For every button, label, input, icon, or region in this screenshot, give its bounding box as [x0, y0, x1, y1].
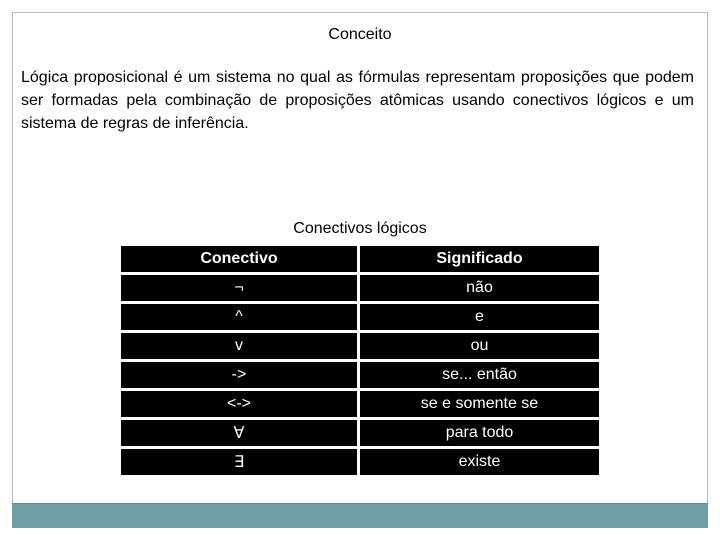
connective-cell: ∃ — [121, 449, 357, 475]
header-connective: Conectivo — [121, 246, 357, 272]
header-meaning: Significado — [360, 246, 599, 272]
connective-cell: -> — [121, 362, 357, 388]
meaning-cell: se e somente se — [360, 391, 599, 417]
meaning-cell: e — [360, 304, 599, 330]
table-row — [121, 449, 599, 475]
meaning-cell: ou — [360, 333, 599, 359]
connective-cell: ^ — [121, 304, 357, 330]
table-row — [121, 391, 599, 417]
connective-cell: ∀ — [121, 420, 357, 446]
table-row — [121, 362, 599, 388]
table-row — [121, 333, 599, 359]
connectives-table — [121, 246, 599, 478]
meaning-cell: existe — [360, 449, 599, 475]
meaning-cell: não — [360, 275, 599, 301]
connective-cell: v — [121, 333, 357, 359]
table-row — [121, 304, 599, 330]
footer-bar — [12, 503, 708, 528]
table-row — [121, 275, 599, 301]
table-title: Conectivos lógicos — [293, 220, 427, 237]
definition-paragraph: Lógica proposicional é um sistema no qual as fórmulas representam proposições que podem ser formadas pela combinação de proposições atômicas usando conectivos lógicos e um sistema de regras de inferência. — [21, 69, 694, 132]
connective-cell: ¬ — [121, 275, 357, 301]
slide-title: Conceito — [328, 26, 392, 43]
table-header-row — [121, 246, 599, 272]
connective-cell: <-> — [121, 391, 357, 417]
meaning-cell: para todo — [360, 420, 599, 446]
table-row — [121, 420, 599, 446]
meaning-cell: se... então — [360, 362, 599, 388]
